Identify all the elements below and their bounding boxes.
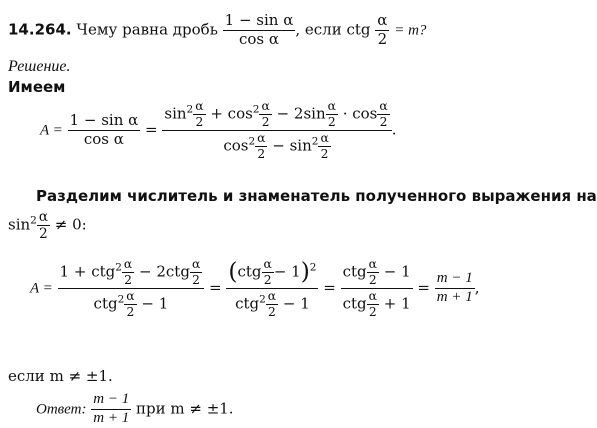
alpha-over-two: $\frac{\alpha}{2}$	[377, 11, 388, 48]
equation-1: A = $\frac{\text{1 − sin α}}{\text{cos α}}$ = $\sin^2$ $\frac{\alpha}{2}$ + $\cos^2$ $\frac{\alpha}{2}$ − 2sin $\frac{\alpha}{2}$ · cos $\frac{\alpha}{2}$ $\cos^2$ $\frac{\alpha}{2}$ − $\sin^2$ $\frac{\alpha}{2}$ .	[40, 99, 397, 161]
division-paragraph: Разделим числитель и знаменатель полученного выражения на	[36, 187, 597, 205]
eq2-fraction-2: (ctg $\frac{\alpha}{2}$ − 1)$^2$ ctg$^2$ $\frac{\alpha}{2}$ − 1	[228, 257, 317, 319]
answer-label: Ответ:	[36, 401, 87, 418]
we-have-label: Имеем	[8, 78, 66, 96]
answer-line	[36, 392, 234, 427]
problem-statement: 14.264. Чему равна дробь $\frac{\text{1 − sin α}}{\text{cos α}}$ , если ctg $\frac{\alpha}{2}$ = m?	[8, 11, 427, 48]
answer-fraction: $\frac{m - 1}{m + 1}$	[93, 391, 130, 426]
eq1-fraction-1: $\frac{\text{1 − sin α}}{\text{cos α}}$	[69, 111, 139, 148]
eq1-fraction-2: $\sin^2$ $\frac{\alpha}{2}$ + $\cos^2$ $\frac{\alpha}{2}$ − 2sin $\frac{\alpha}{2}$ · cos $\frac{\alpha}{2}$ $\cos^2$ $\frac{\alpha}{2}$ − $\sin^2$ $\frac{\alpha}{2}$	[162, 100, 391, 161]
answer-condition: при m ≠ ±1.	[136, 399, 234, 418]
condition-line: если m ≠ ±1.	[8, 367, 113, 385]
problem-fraction: $\frac{\text{1 − sin α}}{\text{cos α}}$	[224, 11, 294, 48]
eq2-fraction-3: ctg $\frac{\alpha}{2}$ − 1 ctg $\frac{\alpha}{2}$ + 1	[342, 257, 411, 319]
eq2-fraction-1: 1 + ctg$^2$ $\frac{\alpha}{2}$ − 2ctg $\frac{\alpha}{2}$ ctg$^2$ $\frac{\alpha}{2}$ − 1	[58, 258, 205, 319]
problem-number: 14.264.	[8, 20, 72, 39]
solution-heading: Решение.	[8, 58, 71, 75]
equation-2: A = 1 + ctg$^2$ $\frac{\alpha}{2}$ − 2ctg $\frac{\alpha}{2}$ ctg$^2$ $\frac{\alpha}{2}$ − 1 = (ctg $\frac{\alpha}{2}$ − 1)$^2$ ctg$^2$ $\frac{\alpha}{2}$ − 1 = ctg $\frac{\alpha}{2}$ − 1 ctg $\frac{\alpha}{2}$ + 1 = $\frac{m - 1}{m + 1}$ ,	[30, 257, 480, 319]
problem-text: Чему равна дробь	[76, 20, 218, 39]
sin-condition: $\sin^2$ $\frac{\alpha}{2}$ ≠ 0:	[8, 209, 87, 243]
eq2-fraction-4: $\frac{m - 1}{m + 1}$	[436, 270, 473, 305]
